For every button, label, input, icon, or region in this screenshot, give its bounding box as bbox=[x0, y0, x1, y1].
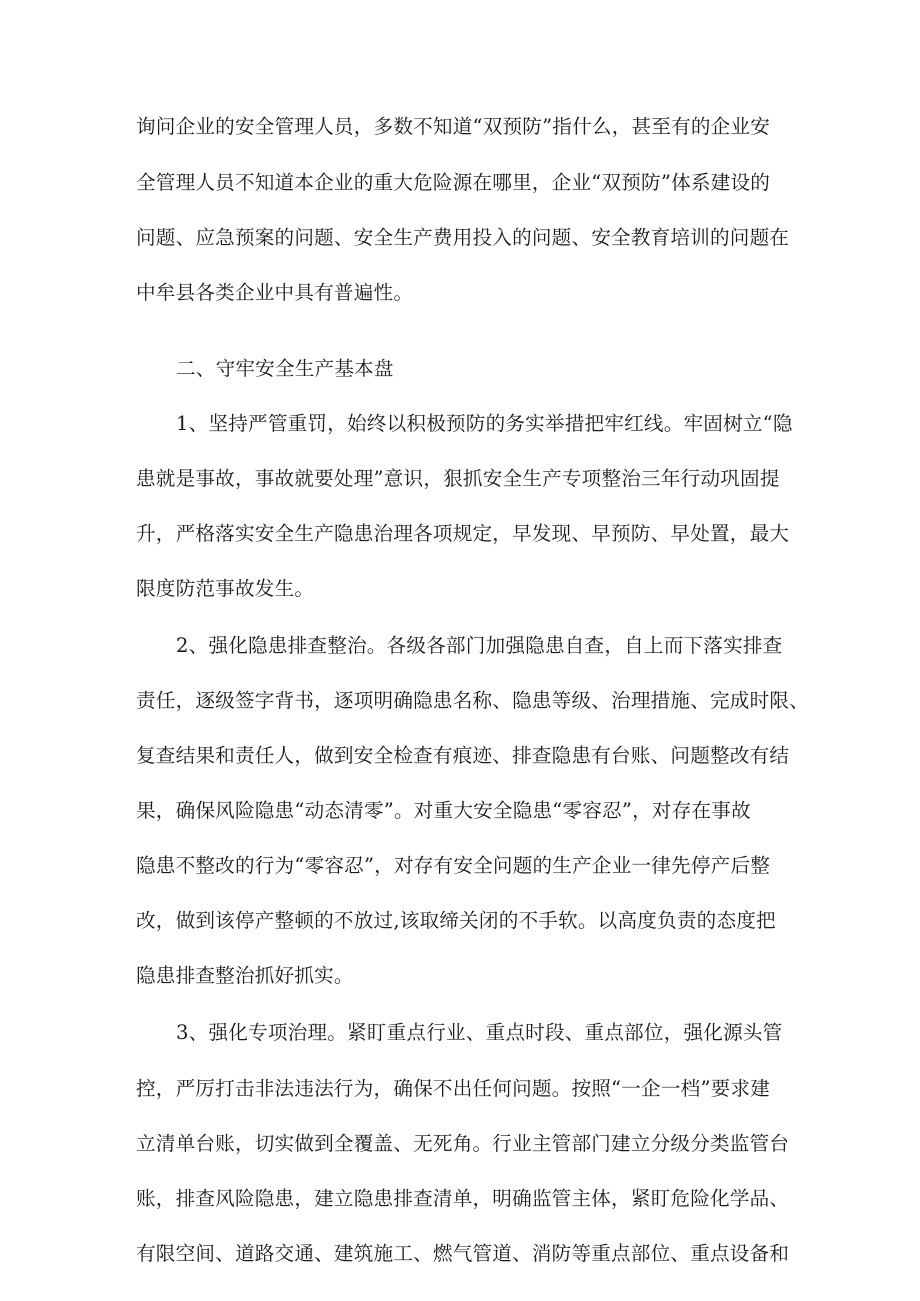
paragraph-1-line-2: 全管理人员不知道本企业的重大危险源在哪里，企业“双预防”体系建设的 bbox=[136, 171, 771, 194]
item-2-line-7: 隐患排查整治抓好抓实。 bbox=[136, 964, 354, 987]
item-3-line-4: 账，排查风险隐患，建立隐患排查清单，明确监管主体，紧盯危险化学品、 bbox=[136, 1187, 790, 1210]
item-3-line-1: 3、强化专项治理。紧盯重点行业、重点时段、重点部位，强化源头管 bbox=[176, 1021, 783, 1044]
item-1-line-1: 1、坚持严管重罚，始终以积极预防的务实举措把牢红线。牢固树立“隐 bbox=[176, 412, 793, 435]
item-2-line-2: 责任，逐级签字背书，逐项明确隐患名称、隐患等级、治理措施、完成时限、 bbox=[136, 689, 809, 712]
item-1-line-2: 患就是事故，事故就要处理”意识，狠抓安全生产专项整治三年行动巩固提 bbox=[136, 467, 780, 490]
item-1-line-4: 限度防范事故发生。 bbox=[136, 577, 315, 600]
paragraph-1-line-4: 中牟县各类企业中具有普遍性。 bbox=[136, 281, 414, 304]
item-3-line-3: 立清单台账，切实做到全覆盖、无死角。行业主管部门建立分级分类监管台 bbox=[136, 1132, 790, 1155]
section-heading: 二、守牢安全生产基本盘 bbox=[176, 357, 394, 380]
paragraph-1-line-1: 询问企业的安全管理人员，多数不知道“双预防”指什么，甚至有的企业安 bbox=[136, 115, 771, 138]
paragraph-1-line-3: 问题、应急预案的问题、安全生产费用投入的问题、安全教育培训的问题在 bbox=[136, 226, 790, 249]
item-3-line-5: 有限空间、道路交通、建筑施工、燃气管道、消防等重点部位、重点设备和 bbox=[136, 1242, 790, 1265]
item-2-line-3: 复查结果和责任人，做到安全检查有痕迹、排查隐患有台账、问题整改有结 bbox=[136, 744, 790, 767]
item-3-line-2: 控，严厉打击非法违法行为，确保不出任何问题。按照“一企一档”要求建 bbox=[136, 1077, 771, 1100]
item-2-line-5: 隐患不整改的行为“零容忍”，对存有安全问题的生产企业一律先停产后整 bbox=[136, 854, 771, 877]
item-2-line-6: 改，做到该停产整顿的不放过,该取缔关闭的不手软。以高度负责的态度把 bbox=[136, 909, 776, 932]
item-1-line-3: 升，严格落实安全生产隐患治理各项规定，早发现、早预防、早处置，最大 bbox=[136, 522, 790, 545]
item-2-line-1: 2、强化隐患排查整治。各级各部门加强隐患自查，自上而下落实排查 bbox=[176, 634, 783, 657]
item-2-line-4: 果，确保风险隐患“动态清零”。对重大安全隐患“零容忍”，对存在事故 bbox=[136, 799, 751, 822]
